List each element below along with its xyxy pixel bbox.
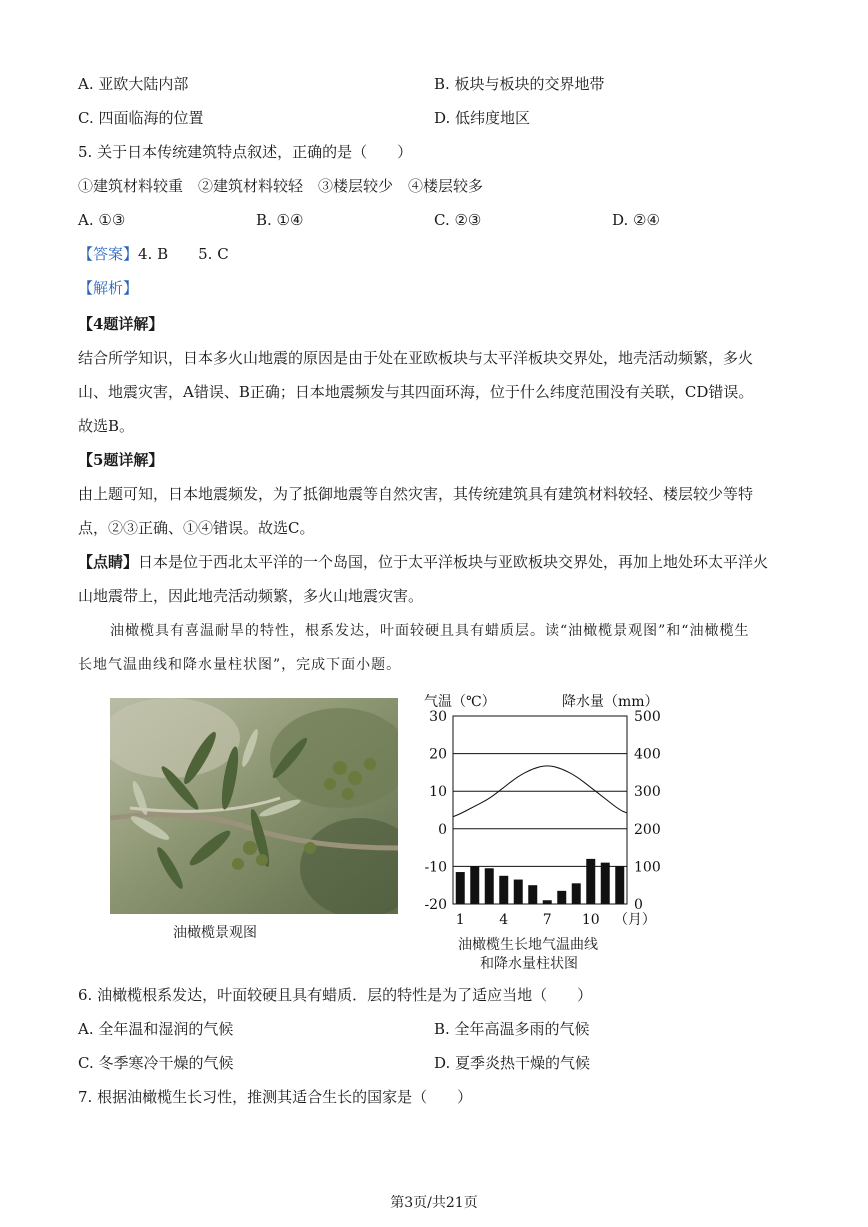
q5-option-c: C. ②③ <box>434 211 482 229</box>
analysis-tag: 【解析】 <box>78 279 139 297</box>
q5-option-a: A. ①③ <box>78 211 126 229</box>
month-tick-label: 7 <box>542 912 552 928</box>
q5-option-b: B. ①④ <box>256 211 304 229</box>
q5-option-d: D. ②④ <box>612 211 660 229</box>
q6-option-a: A. 全年温和湿润的气候 <box>78 1020 234 1038</box>
q4-option-d: D. 低纬度地区 <box>434 109 531 127</box>
precip-bar <box>615 866 624 904</box>
q6-option-c: C. 冬季寒冷干燥的气候 <box>78 1054 234 1072</box>
precip-bar <box>514 880 523 904</box>
precip-tick-label: 300 <box>634 784 661 801</box>
q4-option-b: B. 板块与板块的交界地带 <box>434 75 605 93</box>
precip-bar <box>456 872 465 904</box>
remark-line1 <box>78 552 768 572</box>
precip-tick-label: 100 <box>634 859 661 876</box>
temp-tick-label: -20 <box>424 897 447 913</box>
photo-caption: 油橄榄景观图 <box>173 925 257 941</box>
answer-line <box>78 244 229 264</box>
precip-tick-label: 500 <box>634 709 661 725</box>
precip-bar <box>586 859 595 904</box>
q4-option-c: C. 四面临海的位置 <box>78 109 204 127</box>
precip-tick-label: 400 <box>634 746 661 763</box>
q5-stem: 5. 关于日本传统建筑特点叙述，正确的是（ ） <box>78 143 413 161</box>
q4-detail-line2: 山、地震灾害，A错误、B正确；日本地震频发与其四面环海，位于什么纬度范围没有关联，CD错误。 <box>78 383 754 401</box>
olive-tree-photo <box>110 698 398 914</box>
temp-axis-label: 气温（℃） <box>424 694 496 710</box>
temp-tick-label: 30 <box>429 709 447 725</box>
precip-bar <box>499 876 508 904</box>
precip-bar <box>601 863 610 904</box>
intro-line1: 油橄榄具有喜温耐旱的特性，根系发达，叶面较硬且具有蜡质层。读“油橄榄景观图”和“油橄榄生 <box>110 623 750 639</box>
remark-tag: 【点睛】 <box>78 553 139 571</box>
q4-detail-line1: 结合所学知识，日本多火山地震的原因是由于处在亚欧板块与太平洋板块交界处，地壳活动频繁，多火 <box>78 349 754 367</box>
q4-detail-line3: 故选B。 <box>78 417 135 435</box>
q6-stem: 6. 油橄榄根系发达，叶面较硬且具有蜡质．层的特性是为了适应当地（ ） <box>78 986 593 1004</box>
temp-tick-label: 0 <box>438 821 447 838</box>
q6-option-b: B. 全年高温多雨的气候 <box>434 1020 590 1038</box>
chart-caption-line2: 和降水量柱状图 <box>480 956 578 972</box>
q7-stem: 7. 根据油橄榄生长习性，推测其适合生长的国家是（ ） <box>78 1088 473 1106</box>
month-tick-label: （月） <box>613 912 656 928</box>
q4-option-a: A. 亚欧大陆内部 <box>78 75 189 93</box>
precip-bar <box>543 900 552 904</box>
q5-detail-line2: 点，②③正确、①④错误。故选C。 <box>78 519 315 537</box>
precip-bar <box>557 891 566 904</box>
precip-tick-label: 200 <box>634 821 661 838</box>
month-tick-label: 10 <box>581 912 600 928</box>
q5-detail-line1: 由上题可知，日本地震频发，为了抵御地震等自然灾害，其传统建筑具有建筑材料较轻、楼层较少等特 <box>78 485 754 503</box>
answer-tag: 【答案】 <box>78 245 139 263</box>
temp-tick-label: 10 <box>429 784 447 801</box>
remark-line2: 山地震带上，因此地壳活动频繁，多火山地震灾害。 <box>78 587 424 605</box>
precip-axis-label: 降水量（mm） <box>562 694 659 710</box>
precip-bar <box>572 883 581 904</box>
intro-line2: 长地气温曲线和降水量柱状图”，完成下面小题。 <box>78 657 402 673</box>
remark-text1: 日本是位于西北太平洋的一个岛国，位于太平洋板块与亚欧板块交界处，再加上地处环太平洋火 <box>138 553 769 571</box>
precip-bar <box>470 866 479 904</box>
q6-option-d: D. 夏季炎热干燥的气候 <box>434 1054 591 1072</box>
q5-choices: ①建筑材料较重 ②建筑材料较轻 ③楼层较少 ④楼层较多 <box>78 177 484 195</box>
precip-tick-label: 0 <box>634 897 643 913</box>
precip-bar <box>528 885 537 904</box>
chart-caption-line1: 油橄榄生长地气温曲线 <box>458 937 598 953</box>
q5-detail-heading: 【5题详解】 <box>78 451 164 469</box>
q4-detail-heading: 【4题详解】 <box>78 315 164 333</box>
temp-tick-label: 20 <box>429 746 447 763</box>
precip-bar <box>485 868 494 904</box>
month-tick-label: 4 <box>499 912 509 928</box>
temp-tick-label: -10 <box>424 859 447 876</box>
month-tick-label: 1 <box>455 912 465 928</box>
answer-text: 4. B 5. C <box>138 245 229 263</box>
page-footer: 第3页/共21页 <box>390 1195 478 1211</box>
